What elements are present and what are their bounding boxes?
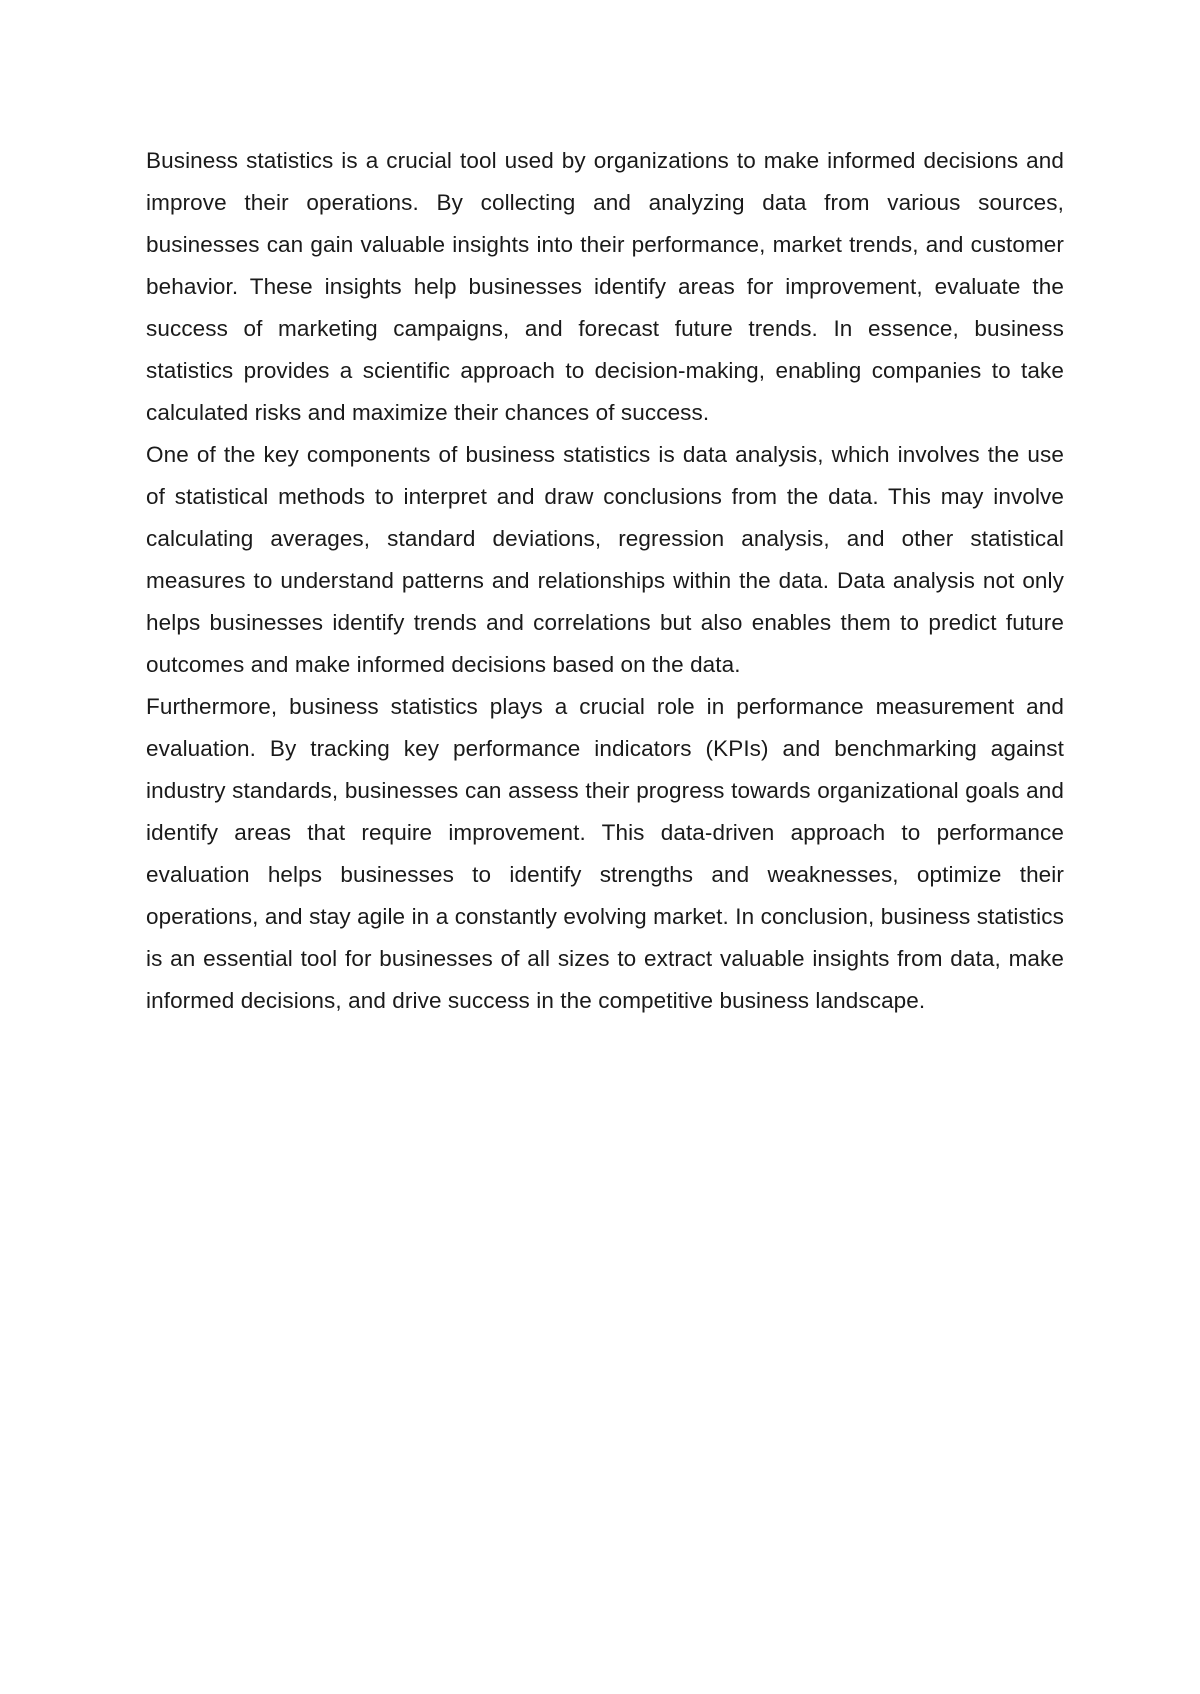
document-body: [146, 140, 1064, 1022]
paragraph-3: Furthermore, business statistics plays a crucial role in performance measurement and evaluation. By tracking key performance indicators (KPIs) and benchmarking against industry standards, businesses can assess their progress towards organizational goals and identify areas that require improvement. This data-driven approach to performance evaluation helps businesses to identify strengths and weaknesses, optimize their operations, and stay agile in a constantly evolving market. In conclusion, business statistics is an essential tool for businesses of all sizes to extract valuable insights from data, make informed decisions, and drive success in the competitive business landscape.: [146, 694, 1064, 1013]
paragraph-2: One of the key components of business statistics is data analysis, which involves the use of statistical methods to interpret and draw conclusions from the data. This may involve calculating averages, standard deviations, regression analysis, and other statistical measures to understand patterns and relationships within the data. Data analysis not only helps businesses identify trends and correlations but also enables them to predict future outcomes and make informed decisions based on the data.: [146, 442, 1064, 677]
paragraph-1: Business statistics is a crucial tool used by organizations to make informed decisions and improve their operations. By collecting and analyzing data from various sources, businesses can gain valuable insights into their performance, market trends, and customer behavior. These insights help businesses identify areas for improvement, evaluate the success of marketing campaigns, and forecast future trends. In essence, business statistics provides a scientific approach to decision-making, enabling companies to take calculated risks and maximize their chances of success.: [146, 148, 1064, 425]
